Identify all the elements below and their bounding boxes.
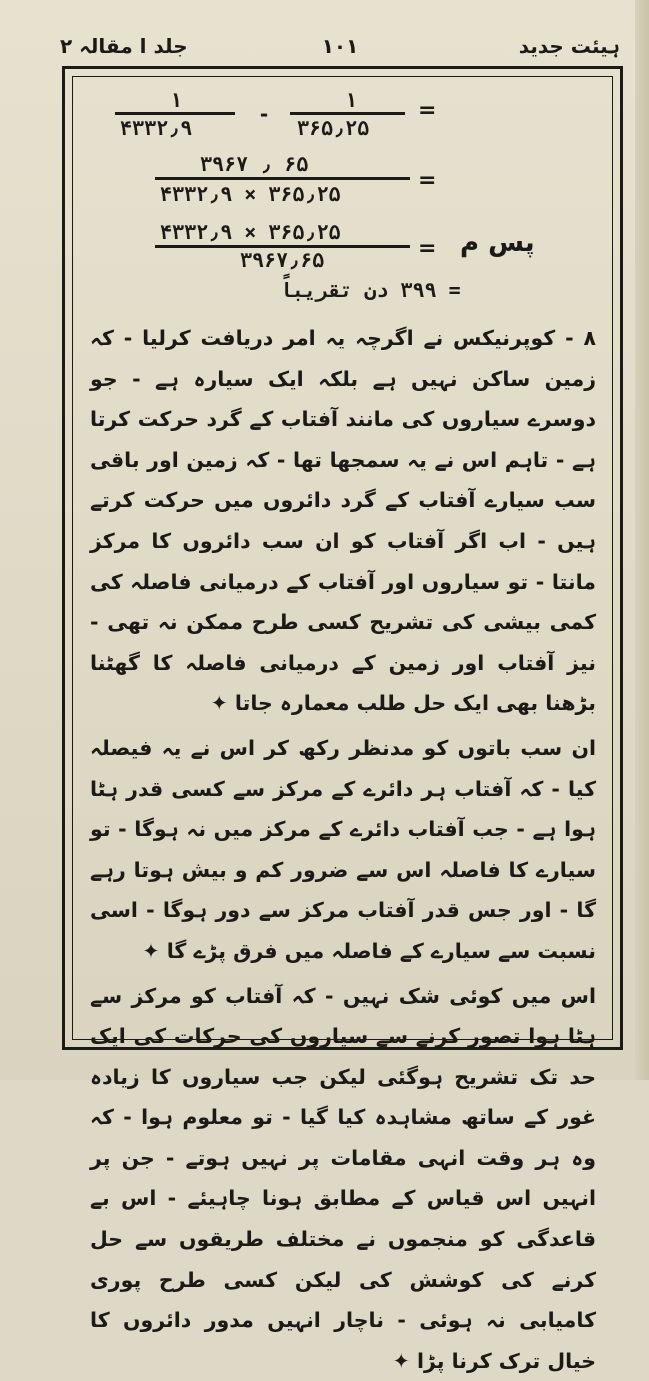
line2-denominator: ۴۳۳۲٫۹ × ۳۶۵٫۲۵ (160, 182, 341, 206)
pas-label: پس م (460, 228, 535, 258)
paragraph-observation: اس میں کوئی شک نہیں - کہ آفتاب کو مرکز سے ہٹا ہوا تصور کرنے سے سیاروں کی حرکات کی ایک حد تک تشریح ہوگئی لیکن جب سیاروں کا زیادہ غور کے ساتھ مشاہدہ کیا گیا - تو معلوم ہوا - کہ وہ ہر وقت انہی مقامات پر نہیں ہوتے - جن پر انہیں اس قیاس کے مطابق ہونا چاہیئے - اس بے قاعدگی کو منجموں نے مختلف طریقوں سے حل کرنے کی کوشش کی لیکن کسی طرح پوری کامیابی نہ ہوئی - ناچار انہیں مدور دائروں کا خیال ترک کرنا پڑا ✦ (90, 976, 596, 1381)
equals-sign-1: = (418, 98, 436, 123)
book-title: ہیئت جدید (519, 34, 620, 58)
line2-numerator: ۳۹۶۷ ٫ ۶۵ (200, 152, 308, 176)
page-edge (635, 0, 649, 1080)
line3-numerator: ۴۳۳۲٫۹ × ۳۶۵٫۲۵ (160, 220, 341, 244)
line3-denominator: ۳۹۶۷٫۶۵ (240, 248, 324, 272)
paragraph-8: ۸ - کوپرنیکس نے اگرچہ یہ امر دریافت کرلیا - کہ زمین ساکن نہیں ہے بلکہ ایک سیارہ ہے - جو دوسرے سیاروں کی مانند آفتاب کے گرد حرکت کرتا ہے - تاہم اس نے یہ سمجھا تھا - کہ زمین اور باقی سب سیارے آفتاب کے گرد دائروں میں حرکت کرتے ہیں - اب اگر آفتاب کو ان سب دائروں کا مرکز مانتا - تو سیاروں اور آفتاب کے درمیانی فاصلہ کی کمی بیشی کی تشریح کسی طرح ممکن نہ تھی - نیز آفتاب اور زمین کے درمیانی فاصلہ کا گھٹنا بڑھنا بھی ایک حل طلب معمارہ جاتا ✦ (90, 318, 596, 724)
page-number: ۱۰۱ (322, 34, 359, 58)
equals-sign-3: = (418, 236, 436, 261)
line2-bar (155, 177, 410, 180)
fraction-a-denominator: ۴۳۳۲٫۹ (120, 116, 192, 140)
result-line: = ۳۹۹ دن تقریباً (280, 278, 461, 302)
volume-info: جلد ا مقالہ ۲ (60, 34, 188, 58)
fraction-a-bar (115, 112, 235, 115)
equation-block (100, 88, 600, 318)
body-text (90, 318, 596, 1381)
equals-sign-2: = (418, 168, 436, 193)
minus-sign: - (258, 102, 271, 126)
paragraph-decision: ان سب باتوں کو مدنظر رکھ کر اس نے یہ فیصلہ کیا - کہ آفتاب ہر دائرے کے مرکز سے کسی قدر ہٹا ہوا ہے - جب آفتاب دائرے کے مرکز میں نہ ہوگا - تو سیارے کا فاصلہ اس سے ضرور کم و بیش ہوتا رہے گا - اور جس قدر آفتاب مرکز سے دور ہوگا - اسی نسبت سے سیارے کے فاصلہ میں فرق پڑے گا ✦ (90, 728, 596, 972)
page-header (60, 30, 620, 64)
fraction-b-bar (290, 112, 405, 115)
fraction-b-denominator: ۳۶۵٫۲۵ (297, 116, 369, 140)
fraction-a-numerator: ۱ (170, 88, 182, 112)
fraction-b-numerator: ۱ (345, 88, 357, 112)
